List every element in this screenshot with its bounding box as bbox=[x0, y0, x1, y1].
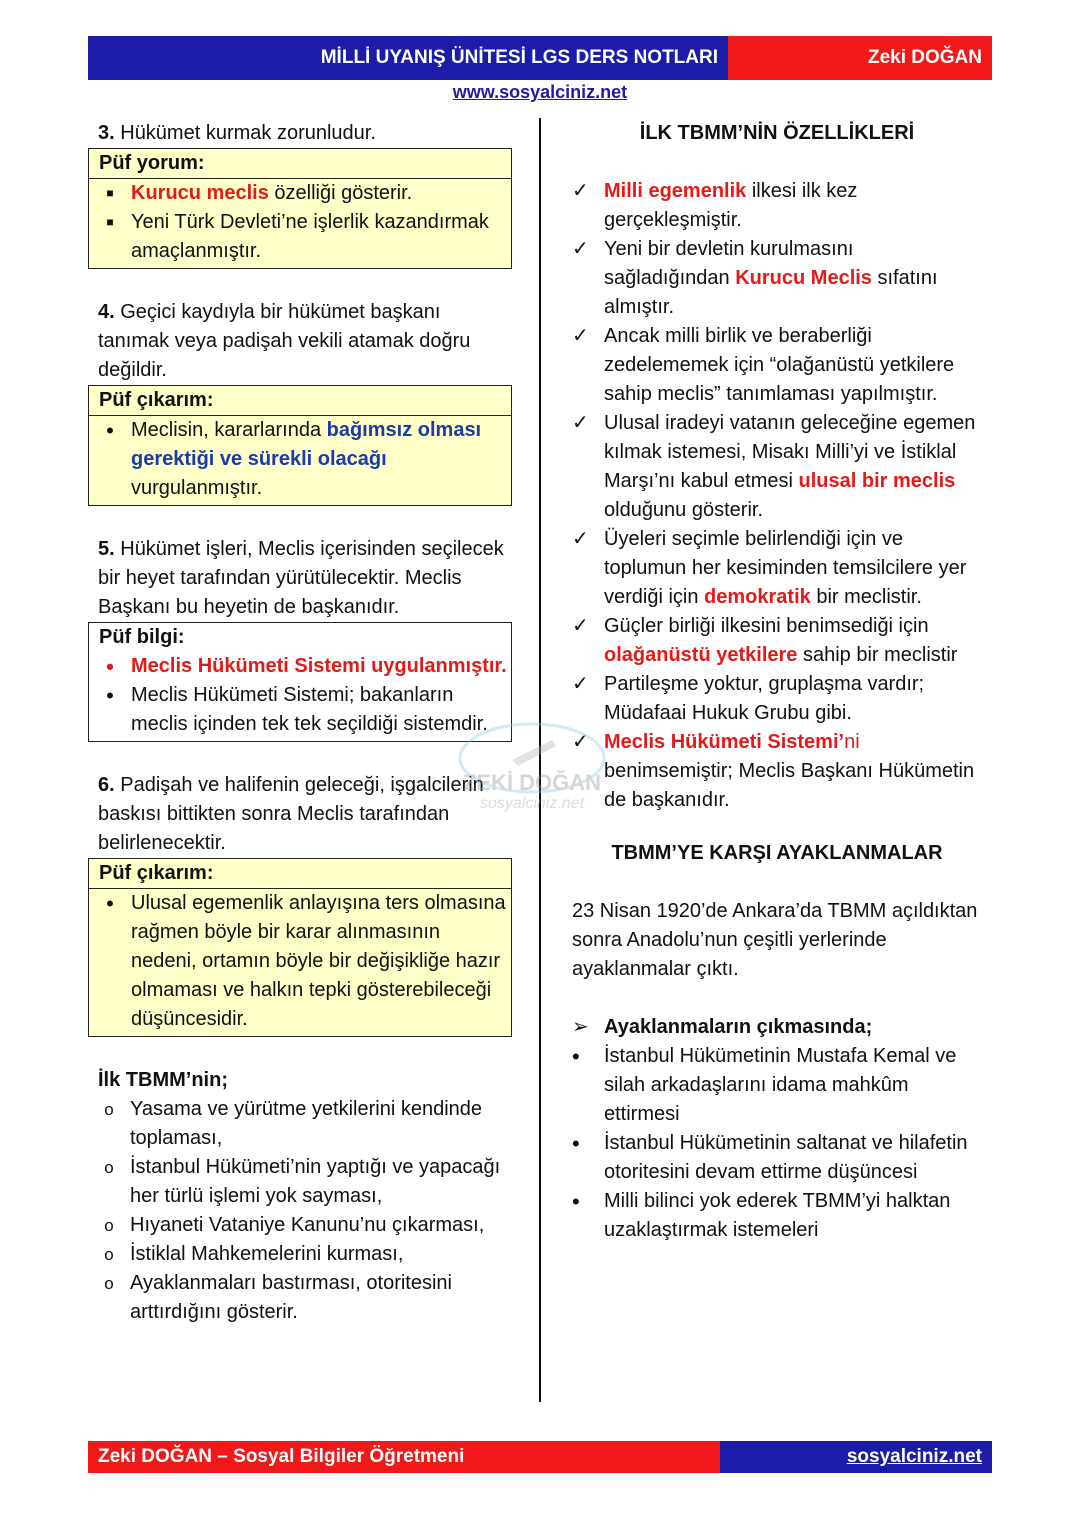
list-item: o İstiklal Mahkemelerini kurması, bbox=[88, 1240, 512, 1269]
circle-bullet-icon: o bbox=[104, 1100, 114, 1119]
item-3: 3. Hükümet kurmak zorunludur. bbox=[98, 122, 376, 144]
left-column bbox=[88, 119, 512, 1327]
column-divider bbox=[539, 118, 541, 1402]
checkmark-icon: ✓ bbox=[572, 528, 589, 550]
list-item: • İstanbul Hükümetinin Mustafa Kemal ve silah arkadaşlarını idama mahkûm ettirmesi bbox=[572, 1042, 982, 1129]
list-item: o Yasama ve yürütme yetkilerini kendinde toplaması, bbox=[88, 1095, 512, 1153]
checkmark-icon: ✓ bbox=[572, 731, 589, 753]
arrow-bullet-icon: ➢ bbox=[572, 1016, 589, 1038]
item-5: 5. Hükümet işleri, Meclis içerisinden seçilecek bir heyet tarafından yürütülecektir. Meclis Başkanı bu heyetin de başkanıdır. bbox=[98, 538, 504, 618]
circle-bullet-icon: o bbox=[104, 1216, 114, 1235]
header-title: MİLLİ UYANIŞ ÜNİTESİ LGS DERS NOTLARI bbox=[88, 36, 728, 80]
check-item: ✓ Yeni bir devletin kurulmasını sağladığından Kurucu Meclis sıfatını almıştır. bbox=[572, 235, 982, 322]
circle-bullet-icon: o bbox=[104, 1245, 114, 1264]
check-item: ✓ Üyeleri seçimle belirlendiği için ve toplumun her kesiminden temsilcilere yer verdiği için demokratik bir meclistir. bbox=[572, 525, 982, 612]
list-item: o İstanbul Hükümeti’nin yaptığı ve yapacağı her türlü işlemi yok sayması, bbox=[88, 1153, 512, 1211]
checkmark-icon: ✓ bbox=[572, 615, 589, 637]
square-bullet-icon: ■ bbox=[106, 215, 114, 229]
right-column bbox=[572, 119, 982, 1245]
puf-cikarim-box-2 bbox=[88, 858, 512, 1037]
check-item: ✓ Meclis Hükümeti Sistemi’ni benimsemiştir; Meclis Başkanı Hükümetin de başkanıdır. bbox=[572, 728, 982, 815]
watermark-site: sosyalciniz.net bbox=[479, 795, 585, 812]
circle-bullet-icon: o bbox=[104, 1274, 114, 1293]
header-author: Zeki DOĞAN bbox=[728, 36, 992, 80]
box-heading: Püf bilgi: bbox=[99, 626, 185, 648]
check-item: ✓ Ulusal iradeyi vatanın geleceğine egemen kılmak istemesi, Misakı Milli’yi ve İstiklal Marşı’nı kabul etmesi ulusal bir meclis olduğunu gösterir. bbox=[572, 409, 982, 525]
puf-cikarim-box bbox=[88, 385, 512, 506]
bullet-icon: • bbox=[106, 654, 114, 679]
item-4: 4. Geçici kaydıyla bir hükümet başkanı tanımak veya padişah vekili atamak doğru değildir. bbox=[98, 301, 471, 381]
list-item: ■ Kurucu meclis özelliği gösterir. bbox=[89, 179, 511, 208]
footer-author: Zeki DOĞAN – Sosyal Bilgiler Öğretmeni bbox=[88, 1441, 720, 1473]
footer-website-link[interactable]: sosyalciniz.net bbox=[720, 1441, 992, 1473]
bullet-icon: • bbox=[572, 1131, 580, 1156]
section-title-ozellikler: İLK TBMM’NİN ÖZELLİKLERİ bbox=[639, 122, 915, 144]
list-item: • Meclis Hükümeti Sistemi uygulanmıştır. bbox=[89, 652, 511, 681]
checkmark-icon: ✓ bbox=[572, 325, 589, 347]
check-item: ✓ Partileşme yoktur, gruplaşma vardır; Müdafaai Hukuk Grubu gibi. bbox=[572, 670, 982, 728]
puf-yorum-box bbox=[88, 148, 512, 269]
check-item: ✓ Milli egemenlik ilkesi ilk kez gerçekleşmiştir. bbox=[572, 177, 982, 235]
bullet-icon: • bbox=[572, 1044, 580, 1069]
circle-bullet-icon: o bbox=[104, 1158, 114, 1177]
item-6: 6. Padişah ve halifenin geleceği, işgalcilerin baskısı bittikten sonra Meclis tarafından belirlenecektir. bbox=[98, 774, 484, 854]
causes-heading: ➢ Ayaklanmaların çıkmasında; bbox=[572, 1013, 982, 1042]
list-item: ■ Yeni Türk Devleti’ne işlerlik kazandırmak amaçlanmıştır. bbox=[89, 208, 511, 266]
list-item: • Milli bilinci yok ederek TBMM’yi halktan uzaklaştırmak istemeleri bbox=[572, 1187, 982, 1245]
list-item: o Hıyaneti Vataniye Kanunu’nu çıkarması, bbox=[88, 1211, 512, 1240]
bullet-icon: • bbox=[106, 891, 114, 916]
puf-bilgi-box bbox=[88, 622, 512, 742]
pen-icon bbox=[512, 740, 556, 766]
list-item: • İstanbul Hükümetinin saltanat ve hilafetin otoritesini devam ettirme düşüncesi bbox=[572, 1129, 982, 1187]
list-item: • Meclis Hükümeti Sistemi; bakanların meclis içinden tek tek seçildiği sistemdir. bbox=[89, 681, 511, 739]
page-header bbox=[88, 36, 992, 80]
box-heading: Püf çıkarım: bbox=[89, 386, 511, 416]
ayaklanmalar-intro: 23 Nisan 1920’de Ankara’da TBMM açıldıktan sonra Anadolu’nun çeşitli yerlerinde ayaklanmalar çıktı. bbox=[572, 900, 978, 980]
square-bullet-icon: ■ bbox=[106, 186, 114, 200]
list-item: • Ulusal egemenlik anlayışına ters olmasına rağmen böyle bir karar alınmasının nedeni, ortamın böyle bir değişikliğe hazır olmaması ve halkın tepki gösterebileceği düşüncesidir. bbox=[89, 889, 511, 1034]
bullet-icon: • bbox=[106, 418, 114, 443]
box-heading: Püf çıkarım: bbox=[89, 859, 511, 889]
checkmark-icon: ✓ bbox=[572, 412, 589, 434]
list-item: • Meclisin, kararlarında bağımsız olması gerektiği ve sürekli olacağı vurgulanmıştır. bbox=[89, 416, 511, 503]
watermark-name: ZEKİ DOĞAN bbox=[462, 770, 602, 795]
page-footer bbox=[88, 1441, 992, 1473]
check-item: ✓ Ancak milli birlik ve beraberliği zedelememek için “olağanüstü yetkilere sahip meclis” tanımlaması yapılmıştır. bbox=[572, 322, 982, 409]
bullet-icon: • bbox=[572, 1189, 580, 1214]
check-item: ✓ Güçler birliği ilkesini benimsediği için olağanüstü yetkilere sahip bir meclistir bbox=[572, 612, 982, 670]
checkmark-icon: ✓ bbox=[572, 180, 589, 202]
checkmark-icon: ✓ bbox=[572, 238, 589, 260]
bullet-icon: • bbox=[106, 683, 114, 708]
section-title-ayaklanmalar: TBMM’YE KARŞI AYAKLANMALAR bbox=[611, 842, 943, 864]
header-website-link[interactable]: www.sosyalciniz.net bbox=[452, 82, 628, 102]
box-heading: Püf yorum: bbox=[89, 149, 511, 179]
ilk-tbmm-heading: İlk TBMM’nin; bbox=[98, 1069, 228, 1091]
list-item: o Ayaklanmaları bastırması, otoritesini arttırdığını gösterir. bbox=[88, 1269, 512, 1327]
checkmark-icon: ✓ bbox=[572, 673, 589, 695]
